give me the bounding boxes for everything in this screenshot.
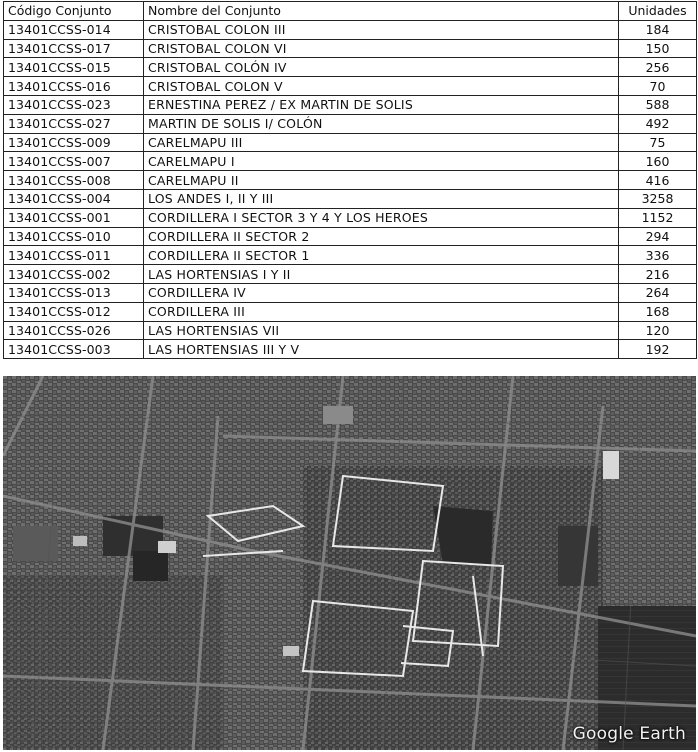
table-row bbox=[4, 340, 697, 359]
cell-units: 120 bbox=[619, 321, 697, 340]
table-body bbox=[4, 20, 697, 358]
cell-units: 588 bbox=[619, 95, 697, 114]
table-row bbox=[4, 114, 697, 133]
cell-units: 3258 bbox=[619, 189, 697, 208]
cell-name: CARELMAPU II bbox=[144, 171, 619, 190]
cell-code: 13401CCSS-017 bbox=[4, 39, 144, 58]
cell-units: 216 bbox=[619, 265, 697, 284]
cell-code: 13401CCSS-009 bbox=[4, 133, 144, 152]
table-row bbox=[4, 39, 697, 58]
table-row bbox=[4, 20, 697, 39]
cell-code: 13401CCSS-011 bbox=[4, 246, 144, 265]
cell-name: CORDILLERA I SECTOR 3 Y 4 Y LOS HEROES bbox=[144, 208, 619, 227]
table-row bbox=[4, 283, 697, 302]
cell-name: CORDILLERA III bbox=[144, 302, 619, 321]
cell-code: 13401CCSS-015 bbox=[4, 58, 144, 77]
cell-units: 75 bbox=[619, 133, 697, 152]
aerial-satellite-image bbox=[3, 376, 696, 750]
header-code: Código Conjunto bbox=[4, 2, 144, 21]
cell-name: LAS HORTENSIAS I Y II bbox=[144, 265, 619, 284]
cell-code: 13401CCSS-027 bbox=[4, 114, 144, 133]
cell-code: 13401CCSS-012 bbox=[4, 302, 144, 321]
table-row bbox=[4, 133, 697, 152]
cell-code: 13401CCSS-010 bbox=[4, 227, 144, 246]
table-row bbox=[4, 246, 697, 265]
cell-code: 13401CCSS-007 bbox=[4, 152, 144, 171]
cell-name: CARELMAPU III bbox=[144, 133, 619, 152]
table-row bbox=[4, 321, 697, 340]
cell-name: LAS HORTENSIAS III Y V bbox=[144, 340, 619, 359]
cell-code: 13401CCSS-002 bbox=[4, 265, 144, 284]
header-units: Unidades bbox=[619, 2, 697, 21]
cell-name: CORDILLERA IV bbox=[144, 283, 619, 302]
cell-name: LAS HORTENSIAS VII bbox=[144, 321, 619, 340]
cell-code: 13401CCSS-001 bbox=[4, 208, 144, 227]
cell-units: 416 bbox=[619, 171, 697, 190]
cell-name: MARTIN DE SOLIS I/ COLÓN bbox=[144, 114, 619, 133]
cell-code: 13401CCSS-026 bbox=[4, 321, 144, 340]
cell-units: 294 bbox=[619, 227, 697, 246]
satellite-map bbox=[3, 376, 696, 750]
cell-units: 264 bbox=[619, 283, 697, 302]
cell-units: 160 bbox=[619, 152, 697, 171]
cell-name: CORDILLERA II SECTOR 1 bbox=[144, 246, 619, 265]
cell-name: CRISTOBAL COLON V bbox=[144, 77, 619, 96]
cell-name: CRISTOBAL COLON VI bbox=[144, 39, 619, 58]
google-earth-watermark: Google Earth bbox=[572, 724, 686, 744]
table-row bbox=[4, 302, 697, 321]
table-row bbox=[4, 95, 697, 114]
cell-code: 13401CCSS-004 bbox=[4, 189, 144, 208]
cell-units: 192 bbox=[619, 340, 697, 359]
cell-name: CORDILLERA II SECTOR 2 bbox=[144, 227, 619, 246]
table-row bbox=[4, 227, 697, 246]
table-row bbox=[4, 152, 697, 171]
table-row bbox=[4, 58, 697, 77]
cell-code: 13401CCSS-013 bbox=[4, 283, 144, 302]
cell-name: LOS ANDES I, II Y III bbox=[144, 189, 619, 208]
housing-units-table bbox=[3, 1, 697, 359]
cell-name: CRISTOBAL COLÓN IV bbox=[144, 58, 619, 77]
cell-units: 70 bbox=[619, 77, 697, 96]
cell-units: 184 bbox=[619, 20, 697, 39]
cell-code: 13401CCSS-008 bbox=[4, 171, 144, 190]
table-row bbox=[4, 208, 697, 227]
header-name: Nombre del Conjunto bbox=[144, 2, 619, 21]
cell-code: 13401CCSS-003 bbox=[4, 340, 144, 359]
cell-code: 13401CCSS-016 bbox=[4, 77, 144, 96]
table-row bbox=[4, 189, 697, 208]
table-header-row bbox=[4, 2, 697, 21]
cell-name: ERNESTINA PEREZ / EX MARTIN DE SOLIS bbox=[144, 95, 619, 114]
table-row bbox=[4, 171, 697, 190]
table-row bbox=[4, 77, 697, 96]
cell-name: CRISTOBAL COLON III bbox=[144, 20, 619, 39]
cell-name: CARELMAPU I bbox=[144, 152, 619, 171]
park-area bbox=[433, 506, 493, 566]
cell-units: 1152 bbox=[619, 208, 697, 227]
cell-units: 256 bbox=[619, 58, 697, 77]
table-row bbox=[4, 265, 697, 284]
cell-code: 13401CCSS-014 bbox=[4, 20, 144, 39]
cell-units: 168 bbox=[619, 302, 697, 321]
cell-units: 150 bbox=[619, 39, 697, 58]
cell-units: 492 bbox=[619, 114, 697, 133]
cell-code: 13401CCSS-023 bbox=[4, 95, 144, 114]
cell-units: 336 bbox=[619, 246, 697, 265]
white-building bbox=[603, 451, 619, 479]
